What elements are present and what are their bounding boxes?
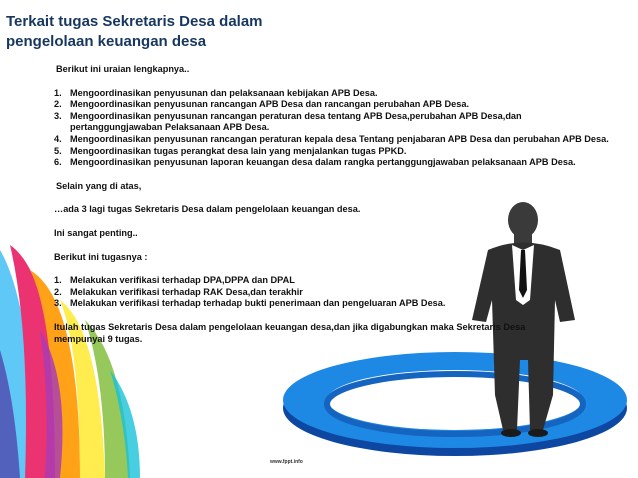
list-item: 4. Mengoordinasikan penyusunan rancangan peraturan kepala desa Tentang penjabaran APB Desa dan perubahan APB Desa. <box>54 133 609 144</box>
slide-body <box>54 64 614 345</box>
list-item: 1. Mengoordinasikan penyusunan dan pelaksanaan kebijakan APB Desa. <box>54 87 378 98</box>
paragraph: Itulah tugas Sekretaris Desa dalam pengelolaan keuangan desa,dan jika digabungkan maka Sekretaris Desa mempunyai 9 tugas. <box>54 321 526 344</box>
paragraph: Ini sangat penting.. <box>54 227 138 238</box>
duties-list-1 <box>54 88 614 169</box>
list-item: 3. Mengoordinasikan penyusunan rancangan peraturan desa tentang APB Desa,perubahan APB Desa,dan pertanggungjawaban Pelaksanaan APB Desa. <box>54 110 522 133</box>
list-item: 3. Melakukan verifikasi terhadap terhadap bukti penerimaan dan pengeluaran APB Desa. <box>54 298 446 309</box>
paragraph: Selain yang di atas, <box>56 180 142 191</box>
paragraph: Berikut ini tugasnya : <box>54 251 148 262</box>
list-item: 2. Melakukan verifikasi terhadap RAK Desa,dan terakhir <box>54 286 303 297</box>
list-item: 5. Mengoordinasikan tugas perangkat desa lain yang menjalankan tugas PPKD. <box>54 145 407 156</box>
list-item: 2. Mengoordinasikan penyusunan rancangan APB Desa dan rancangan perubahan APB Desa. <box>54 99 470 110</box>
watermark: www.fppt.info <box>270 459 303 465</box>
slide-title: Terkait tugas Sekretaris Desa dalam pengelolaan keuangan desa <box>6 13 263 50</box>
list-item: 6. Mengoordinasikan penyusunan laporan keuangan desa dalam rangka pertanggungjawaban pelaksanaan APB Desa. <box>54 157 576 168</box>
list-item: 1. Melakukan verifikasi terhadap DPA,DPPA dan DPAL <box>54 275 295 286</box>
blue-ring-icon <box>283 352 627 456</box>
intro-text: Berikut ini uraian lengkapnya.. <box>56 64 190 74</box>
paragraph: …ada 3 lagi tugas Sekretaris Desa dalam pengelolaan keuangan desa. <box>54 204 361 215</box>
duties-list-2 <box>54 275 614 310</box>
